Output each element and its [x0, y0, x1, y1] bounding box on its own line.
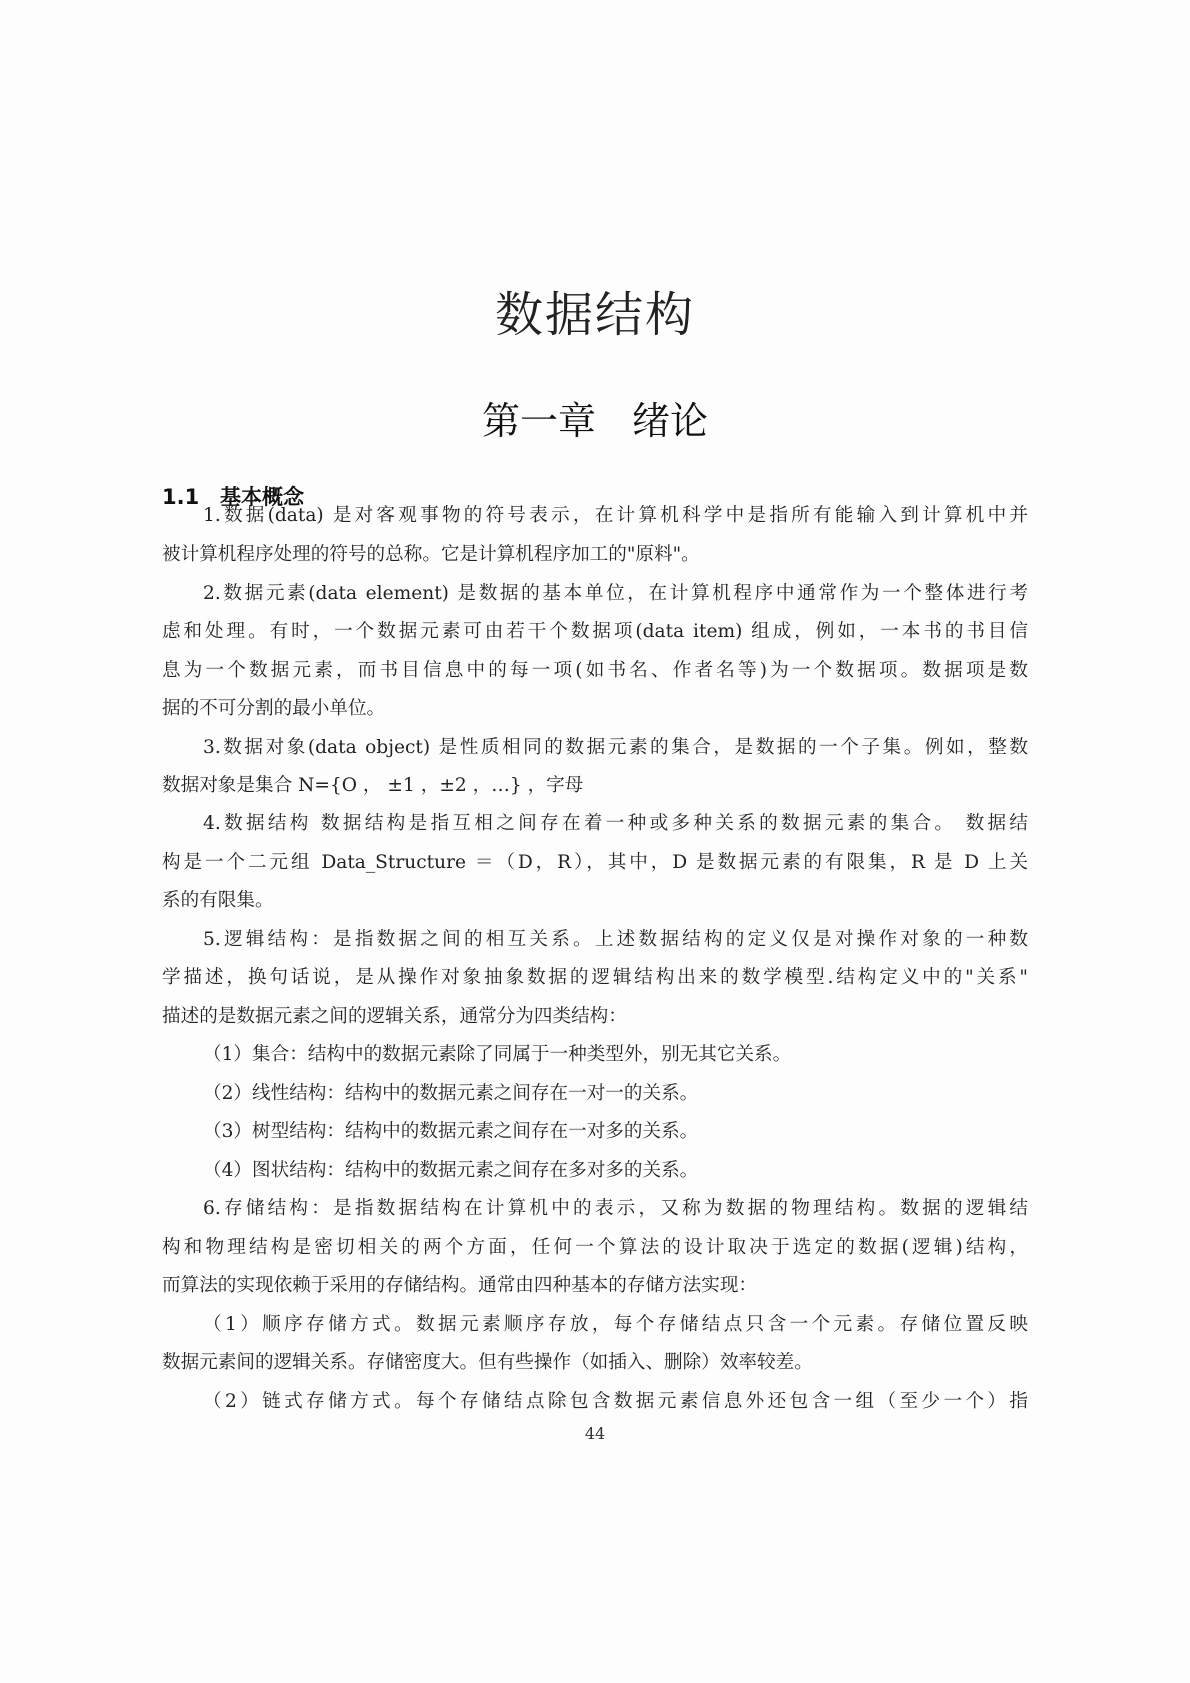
chapter-heading [0, 390, 1190, 445]
section-name: 基本概念 [220, 485, 304, 509]
paragraph-line: 虑和处理。有时，一个数据元素可由若干个数据项(data item) 组成，例如，一本书的书目信 [162, 621, 1028, 642]
paragraph-line: 而算法的实现依赖于采用的存储结构。通常由四种基本的存储方法实现： [162, 1275, 758, 1296]
paragraph-line: 息为一个数据元素，而书目信息中的每一项(如书名、作者名等)为一个数据项。数据项是数 [162, 660, 1028, 681]
paragraph-line: 被计算机程序处理的符号的总称。它是计算机程序加工的"原料"。 [162, 544, 700, 565]
paragraph-line: （2）链式存储方式。每个存储结点除包含数据元素信息外还包含一组（至少一个）指 [203, 1391, 1028, 1412]
chapter-name: 绪论 [632, 399, 709, 443]
paragraph-line: 6.存储结构：是指数据结构在计算机中的表示，又称为数据的物理结构。数据的逻辑结 [203, 1198, 1028, 1219]
paragraph-line: 5.逻辑结构：是指数据之间的相互关系。上述数据结构的定义仅是对操作对象的一种数 [203, 929, 1028, 950]
paragraph-line: 2.数据元素(data element) 是数据的基本单位，在计算机程序中通常作为一个整体进行考 [203, 583, 1028, 604]
list-item: （4）图状结构：结构中的数据元素之间存在多对多的关系。 [203, 1160, 699, 1181]
paragraph-line: 1.数据(data) 是对客观事物的符号表示，在计算机科学中是指所有能输入到计算机中并 [203, 505, 1028, 526]
paragraph-line: 数据对象是集合 N={O ， ±1 ，±2 ，…} ，字母 [162, 775, 584, 796]
paragraph-line: 学描述，换句话说，是从操作对象抽象数据的逻辑结构出来的数学模型.结构定义中的"关系" [162, 967, 1028, 988]
paragraph-line: 3.数据对象(data object) 是性质相同的数据元素的集合，是数据的一个子集。例如，整数 [203, 737, 1028, 758]
paragraph-line: 构是一个二元组 Data_Structure ＝（D，R），其中，D 是数据元素的有限集，R 是 D 上关 [162, 852, 1028, 873]
paragraph-line: 4.数据结构 数据结构是指互相之间存在着一种或多种关系的数据元素的集合。 数据结 [203, 813, 1028, 834]
section-number: 1.1 [162, 485, 200, 509]
list-item: （1）集合：结构中的数据元素除了同属于一种类型外，别无其它关系。 [203, 1044, 792, 1065]
paragraph-line: 据的不可分割的最小单位。 [162, 698, 386, 719]
list-item: （2）线性结构：结构中的数据元素之间存在一对一的关系。 [203, 1083, 699, 1104]
paragraph-line: （1）顺序存储方式。数据元素顺序存放，每个存储结点只含一个元素。存储位置反映 [203, 1314, 1028, 1335]
list-item: （3）树型结构：结构中的数据元素之间存在一对多的关系。 [203, 1121, 699, 1142]
chapter-number: 第一章 [481, 399, 596, 443]
paragraph-line: 构和物理结构是密切相关的两个方面，任何一个算法的设计取决于选定的数据(逻辑)结构， [162, 1237, 1028, 1258]
paragraph-line: 系的有限集。 [162, 890, 274, 911]
page-number: 44 [584, 1424, 606, 1443]
document-title: 数据结构 [494, 287, 695, 343]
paragraph-line: 数据元素间的逻辑关系。存储密度大。但有些操作（如插入、删除）效率较差。 [162, 1352, 813, 1373]
paragraph-line: 描述的是数据元素之间的逻辑关系，通常分为四类结构： [162, 1006, 627, 1027]
